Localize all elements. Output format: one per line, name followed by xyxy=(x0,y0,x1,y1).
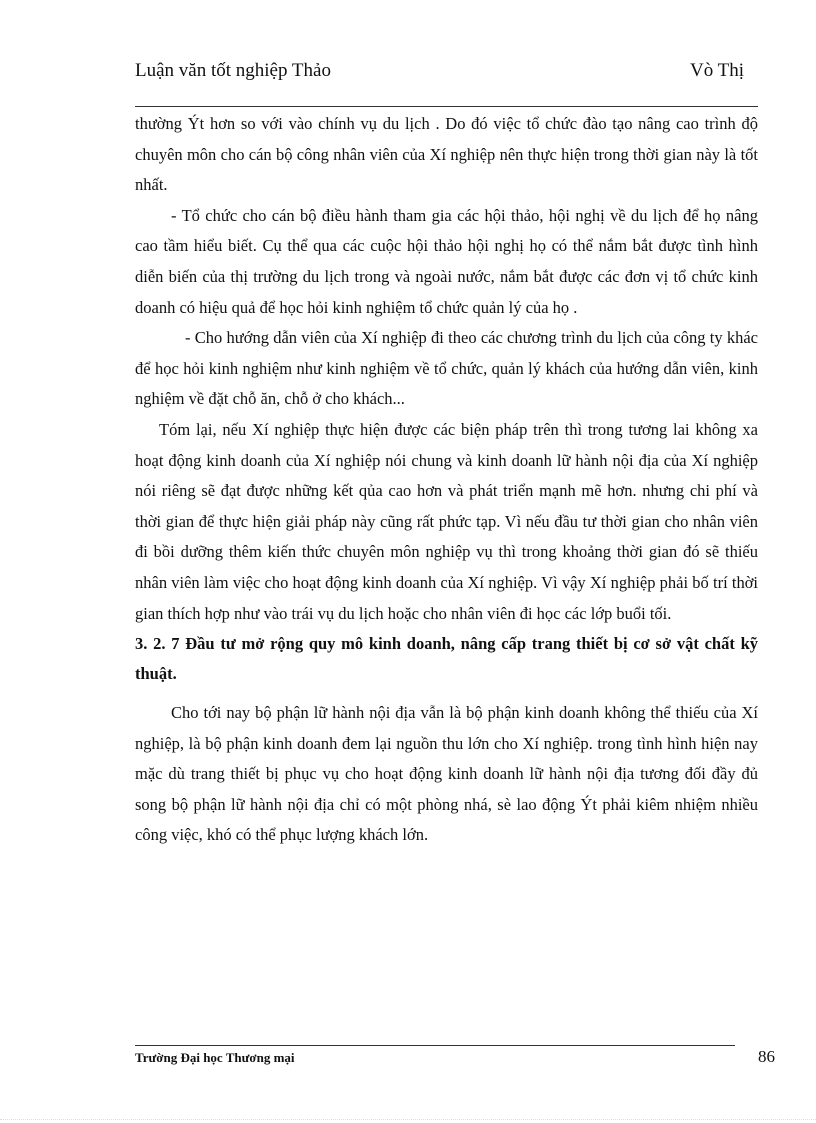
paragraph-conference-participation: - Tổ chức cho cán bộ điều hành tham gia các hội thảo, hội nghị về du lịch để họ nâng cao tầm hiểu biết. Cụ thể qua các cuộc hội thảo hội nghị họ có thể nắm bắt được tình hình diễn biến của thị trường du lịch trong và ngoài nước, nắm bắt được các đơn vị tổ chức kinh doanh có hiệu quả để học hỏi kinh nghiệm tổ chức quản lý của họ . xyxy=(135,205,758,317)
paragraph-training-timing: thường Ýt hơn so với vào chính vụ du lịch . Do đó việc tổ chức đào tạo nâng cao trình độ chuyên môn cho cán bộ công nhân viên của Xí nghiệp nên thực hiện trong thời gian này là tốt nhất. xyxy=(135,114,758,195)
footer-school-name: Trường Đại học Thương mại xyxy=(135,1050,295,1065)
section-heading: 3. 2. 7 Đầu tư mở rộng quy mô kinh doanh, nâng cấp trang thiết bị cơ sở vật chất kỹ thuật. xyxy=(135,634,758,684)
paragraph-guide-learning: - Cho hướng dẫn viên của Xí nghiệp đi theo các chương trình du lịch của công ty khác để học hỏi kinh nghiệm như kinh nghiệm về tổ chức, quản lý khách của hướng dẫn viên, kinh nghiệm về đặt chỗ ăn, chỗ ở cho khách... xyxy=(135,328,758,409)
paragraph-summary: Tóm lại, nếu Xí nghiệp thực hiện được các biện pháp trên thì trong tương lai không xa hoạt động kinh doanh của Xí nghiệp nói chung và kinh doanh lữ hành nội địa của Xí nghiệp nói riêng sẽ đạt được những kết qủa cao hơn và phát triển mạnh mẽ hơn. nhưng chi phí và thời gian để thực hiện giải pháp này cũng rất phức tạp. Vì nếu đầu tư thời gian cho nhân viên đi bồi dưỡng thêm kiến thức chuyên môn nghiệp vụ thì trong khoảng thời gian đó sẽ thiếu nhân viên làm việc cho hoạt động kinh doanh của Xí nghiệp. Vì vậy Xí nghiệp phải bố trí thời gian thích hợp như vào trái vụ du lịch hoặc cho nhân viên đi học các lớp buổi tối. xyxy=(135,419,758,623)
page-number: 86 xyxy=(758,1047,775,1066)
header-divider xyxy=(135,106,758,107)
header-thesis-title: Luận văn tốt nghiệp Thảo xyxy=(135,60,331,81)
page-bottom-edge xyxy=(0,1119,816,1120)
paragraph-domestic-travel: Cho tới nay bộ phận lữ hành nội địa vẫn là bộ phận kinh doanh không thể thiếu của Xí nghiệp, là bộ phận kinh doanh đem lại nguồn thu lớn cho Xí nghiệp. trong tình hình hiện nay mặc dù trang thiết bị phục vụ cho hoạt động kinh doanh lữ hành nội địa tương đối đầy đủ song bộ phận lữ hành nội địa chỉ có một phòng nhá, sè lao động Ýt phải kiêm nhiệm nhiều công việc, khó có thể phục lượng khách lớn. xyxy=(135,703,758,845)
footer-divider xyxy=(135,1045,735,1046)
header-author-name: Vò Thị xyxy=(690,60,745,81)
page-body xyxy=(135,109,758,851)
